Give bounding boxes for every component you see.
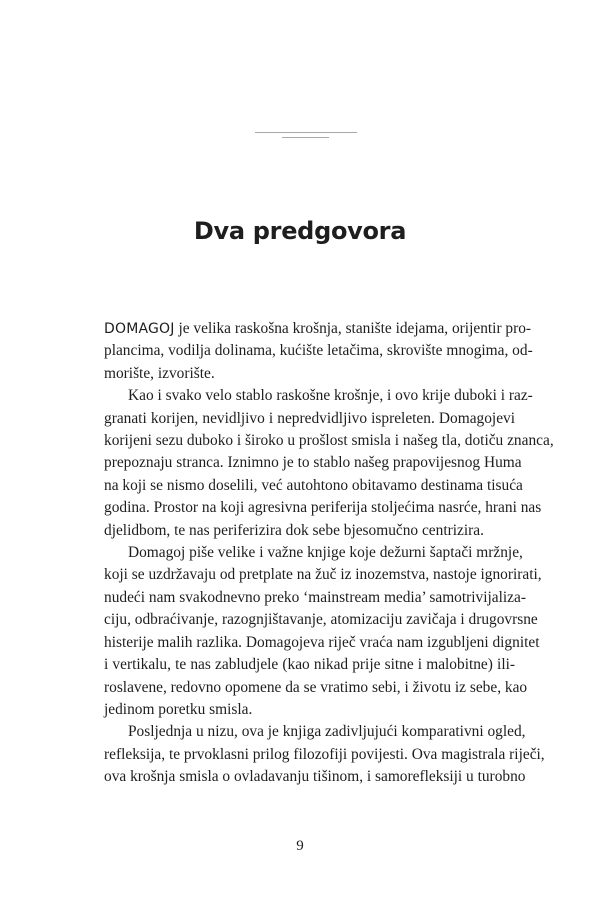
text-line: Posljednja u nizu, ova je knjiga zadivljujući komparativni ogled, bbox=[128, 723, 526, 741]
paragraph bbox=[104, 385, 554, 542]
ornament-rule-top bbox=[255, 132, 357, 133]
text-line: koji se uzdržavaju od pretplate na žuč iz inozemstva, nastoje ignorirati, bbox=[104, 566, 542, 584]
ornament-rule-bottom bbox=[282, 137, 329, 138]
lead-word: DOMAGOJ bbox=[104, 321, 175, 337]
text-line: Kao i svako velo stablo raskošne krošnje, i ovo krije duboki i raz- bbox=[128, 387, 533, 405]
text-line: prepoznaju stranca. Iznimno je to stablo našeg prapovijesnog Huma bbox=[104, 454, 522, 472]
text-line: nudeći nam svakodnevno preko ‘mainstream media’ samotrivijaliza- bbox=[104, 588, 526, 606]
text-line: histerije malih razlika. Domagojeva riječ vraća nam izgubljeni dignitet bbox=[104, 633, 540, 651]
text-line: i vertikalu, te nas zabludjele (kao nikad prije sitne i malobitne) ili- bbox=[104, 656, 515, 674]
text-line: na koji se nismo doselili, već autohtono obitavamo destinama tisuća bbox=[104, 476, 523, 494]
paragraph bbox=[104, 318, 533, 385]
paragraph bbox=[104, 542, 542, 721]
text-line: DOMAGOJ je velika raskošna krošnja, stanište idejama, orijentir pro- bbox=[104, 320, 532, 337]
text-line: djelidbom, te nas periferizira dok sebe bjesomučno centrizira. bbox=[104, 521, 484, 539]
chapter-title: Dva predgovora bbox=[193, 217, 407, 245]
text-line: refleksija, te prvoklasni prilog filozofiji povijesti. Ova magistrala riječi, bbox=[104, 745, 545, 763]
text-line: roslavene, redovno opomene da se vratimo sebi, i životu iz sebe, kao bbox=[104, 678, 528, 696]
text-line: korijeni sezu duboko i široko u prošlost smisla i našeg tla, dotiču znanca, bbox=[104, 432, 554, 450]
text-line: jedinom poretku smisla. bbox=[104, 700, 253, 718]
text-line: Domagoj piše velike i važne knjige koje dežurni šaptači mržnje, bbox=[128, 544, 523, 562]
text-line: morište, izvorište. bbox=[104, 364, 215, 382]
body-text bbox=[104, 318, 554, 789]
paragraph bbox=[104, 721, 545, 788]
text-line: plancima, vodilja dolinama, kućište letačima, skrovište mnogima, od- bbox=[104, 342, 533, 360]
text-line: ciju, odbraćivanje, razognjištavanje, atomizaciju zavičaja i drugovrsne bbox=[104, 611, 538, 629]
text-line: godina. Prostor na koji agresivna periferija stoljećima nasrće, hrani nas bbox=[104, 499, 542, 517]
text-line: ova krošnja smisla o ovladavanju tišinom, i samorefleksiji u turobno bbox=[104, 768, 526, 786]
text-line: granati korijen, nevidljivo i nepredvidljivo ispreleten. Domagojevi bbox=[104, 409, 515, 427]
page-number: 9 bbox=[296, 838, 304, 854]
